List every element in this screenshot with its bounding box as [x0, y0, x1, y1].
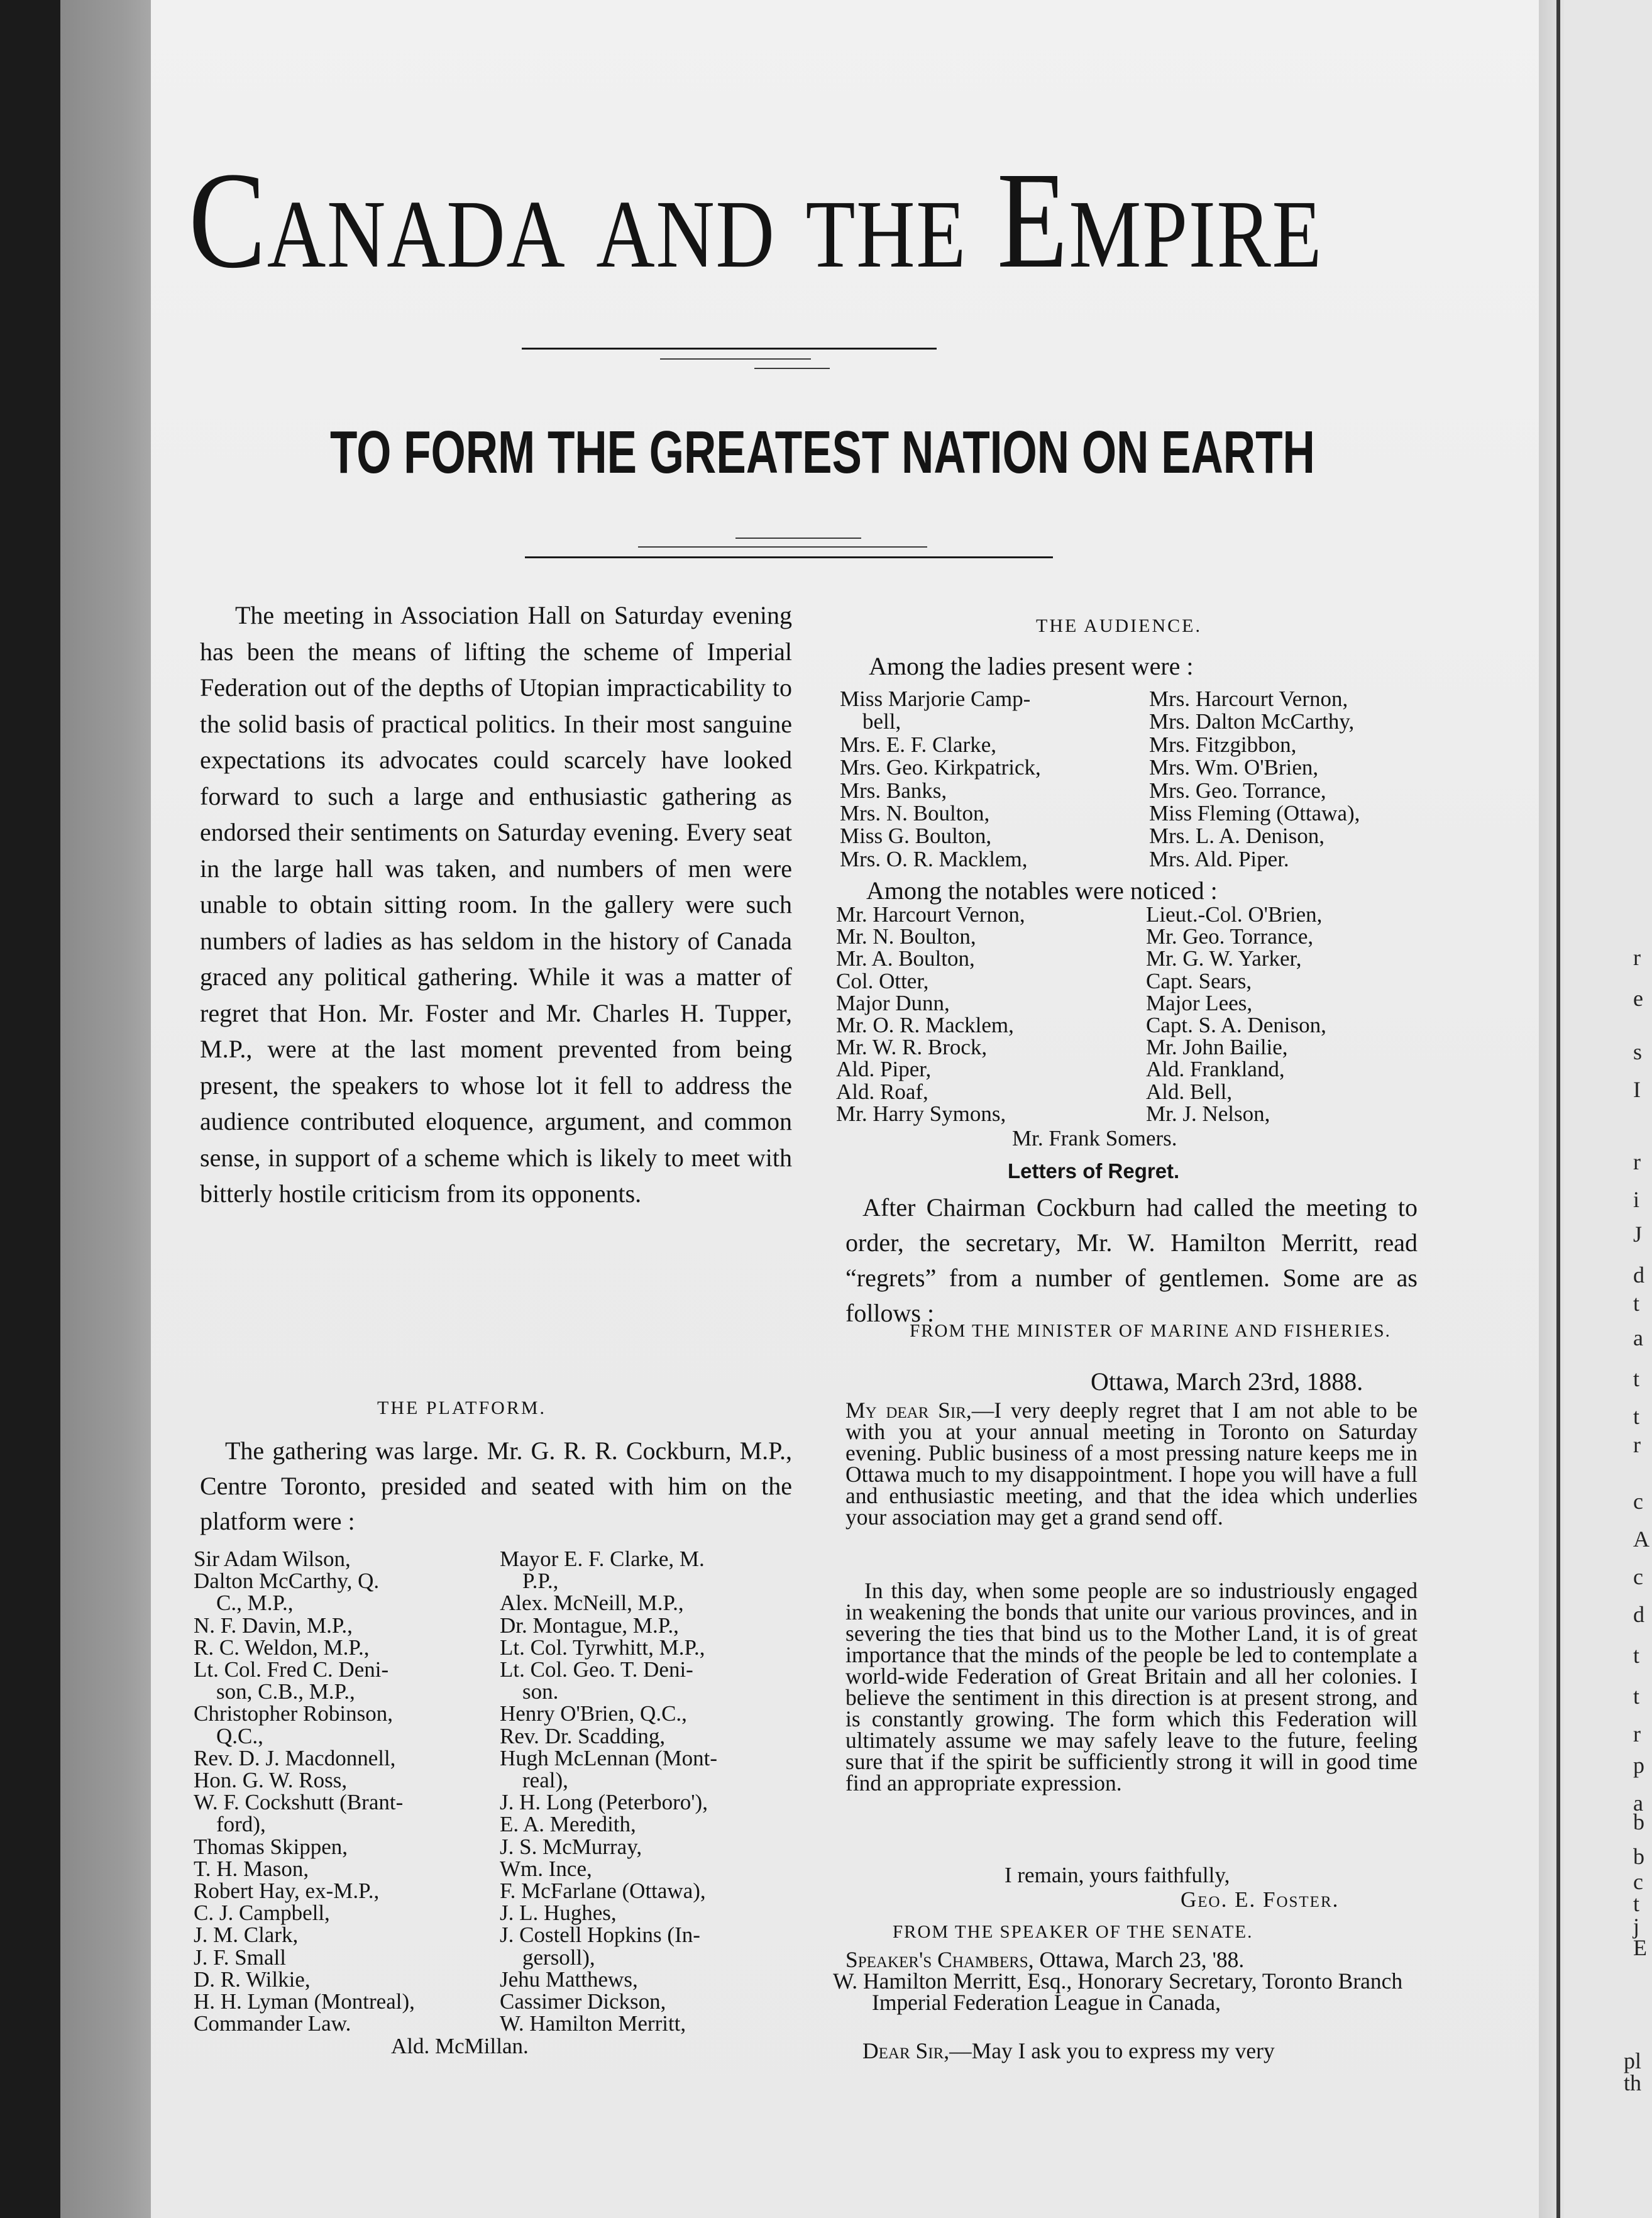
list-item: J. M. Clark,	[194, 1923, 299, 1948]
title-rule	[522, 348, 937, 350]
adjacent-page-fragment: c	[1633, 1564, 1643, 1589]
audience-heading: THE AUDIENCE.	[1036, 615, 1202, 636]
list-item: Mrs. Ald. Piper.	[1149, 846, 1289, 871]
ladies-intro: Among the ladies present were :	[869, 652, 1194, 680]
notables-last: Mr. Frank Somers.	[1012, 1126, 1177, 1150]
list-item: Henry O'Brien, Q.C.,	[500, 1701, 687, 1726]
list-item: Sir Adam Wilson,	[194, 1547, 351, 1571]
list-item: Mrs. Geo. Torrance,	[1149, 778, 1326, 803]
list-item: Mrs. Geo. Kirkpatrick,	[840, 755, 1041, 780]
adjacent-page-fragment: b	[1633, 1844, 1644, 1869]
list-item: Hon. G. W. Ross,	[194, 1768, 348, 1792]
letter2-addressee: W. Hamilton Merritt, Esq., Honorary Secretary, Toronto Branch Imperial Federation League in Canada,	[833, 1968, 1403, 2015]
list-item: Ald. Frankland,	[1146, 1057, 1285, 1082]
adjacent-page-fragment: pl	[1624, 2048, 1642, 2073]
list-item: Mayor E. F. Clarke, M.	[500, 1547, 705, 1571]
adjacent-page-fragment: r	[1633, 945, 1641, 970]
list-item: Mr. G. W. Yarker,	[1146, 946, 1302, 971]
list-item: son, C.B., M.P.,	[216, 1679, 355, 1704]
list-item: J. L. Hughes,	[500, 1901, 617, 1926]
list-item: P.P.,	[522, 1569, 559, 1594]
letter2-dateline-prefix: Speaker's Chambers,	[845, 1947, 1034, 1972]
list-item: Mrs. Fitzgibbon,	[1149, 732, 1297, 757]
list-item: Mr. Geo. Torrance,	[1146, 924, 1314, 949]
list-item: Miss Fleming (Ottawa),	[1149, 801, 1360, 825]
letter1-body-continued: In this day, when some people are so industriously engaged in weakening the bonds that unite our various provinces, and in severing the ties that bind us to the Mother Land, it is of great importance that the minds of the people be led to contemplate a world-wide Federation of Great Britain and all her colonies. I believe the sentiment in this direction is at present strong, and is constantly growing. The form which this Federation will ultimately assume we may safely leave to the future, feeling sure that if the spirit be sufficiently strong it will in good time find an appropriate expression.	[845, 1578, 1418, 1796]
platform-intro: The gathering was large. Mr. G. R. R. Cockburn, M.P., Centre Toronto, presided and seated with him on the platform were :	[200, 1437, 792, 1535]
adjacent-page-fragment: a	[1633, 1325, 1643, 1350]
list-item: Q.C.,	[216, 1723, 263, 1748]
list-item: D. R. Wilkie,	[194, 1967, 311, 1992]
list-item: Dalton McCarthy, Q.	[194, 1569, 380, 1594]
list-item: Mr. W. R. Brock,	[836, 1035, 988, 1060]
letter2-dateline-rest: Ottawa, March 23, '88.	[1033, 1947, 1245, 1972]
list-item: Col. Otter,	[836, 968, 929, 993]
adjacent-page-fragment: t	[1633, 1291, 1640, 1316]
adjacent-page-fragment: A	[1633, 1526, 1649, 1552]
list-item: Lt. Col. Fred C. Deni-	[194, 1657, 389, 1682]
adjacent-page-fragment: b	[1633, 1809, 1644, 1835]
subtitle-rule-ornament	[735, 538, 861, 539]
list-item: Major Dunn,	[836, 990, 950, 1015]
list-item: Mrs. L. A. Denison,	[1149, 824, 1325, 849]
regrets-intro: After Chairman Cockburn had called the meeting to order, the secretary, Mr. W. Hamilton Merritt, read “regrets” from a number of gentlemen. Some are as follows :	[845, 1193, 1418, 1327]
list-item: Mrs. Harcourt Vernon,	[1149, 687, 1348, 711]
list-item: Mrs. O. R. Macklem,	[840, 846, 1028, 871]
adjacent-page-fragment: t	[1633, 1643, 1640, 1668]
title-rule-ornament	[754, 368, 830, 369]
list-item: W. Hamilton Merritt,	[500, 2011, 686, 2036]
list-item: bell,	[862, 709, 901, 734]
adjacent-page-fragment: d	[1633, 1602, 1644, 1627]
list-item: Mr. O. R. Macklem,	[836, 1013, 1014, 1037]
adjacent-page-fragment: d	[1633, 1262, 1644, 1288]
platform-heading: THE PLATFORM.	[377, 1398, 547, 1418]
letter2-salutation: Dear Sir,	[862, 2038, 950, 2063]
list-item: real),	[522, 1768, 568, 1792]
list-item: Miss Marjorie Camp-	[840, 687, 1031, 711]
list-item: H. H. Lyman (Montreal),	[194, 1989, 415, 2014]
adjacent-page-fragment: r	[1633, 1149, 1641, 1174]
list-item: Ald. Piper,	[836, 1057, 932, 1082]
list-item: Major Lees,	[1146, 990, 1253, 1015]
list-item: Mrs. Wm. O'Brien,	[1149, 755, 1319, 780]
list-item: N. F. Davin, M.P.,	[194, 1613, 353, 1638]
list-item: Mrs. N. Boulton,	[840, 801, 990, 825]
letter2-body	[845, 2040, 1418, 2061]
list-item: J. S. McMurray,	[500, 1834, 642, 1859]
adjacent-page-fragment: j	[1633, 1914, 1640, 1939]
adjacent-page-fragment: th	[1624, 2070, 1642, 2095]
list-item: Capt. Sears,	[1146, 968, 1252, 993]
adjacent-page	[1564, 0, 1652, 2218]
list-item: Lt. Col. Tyrwhitt, M.P.,	[500, 1635, 705, 1660]
adjacent-page-fragment: t	[1633, 1891, 1640, 1916]
list-item: C., M.P.,	[216, 1591, 294, 1616]
notables-intro: Among the notables were noticed :	[866, 876, 1218, 905]
list-item: R. C. Weldon, M.P.,	[194, 1635, 370, 1660]
page-edge	[60, 0, 151, 2218]
list-item: W. F. Cockshutt (Brant-	[194, 1790, 404, 1815]
letter1-dateline: Ottawa, March 23rd, 1888.	[1091, 1367, 1363, 1396]
list-item: Cassimer Dickson,	[500, 1989, 666, 2014]
letter1-body-text: —I very deeply regret that I am not able to be with you at your annual meeting in Toronto on Saturday evening. Public business of a most pressing nature keeps me in Ottawa much to my disappointment. I hope you will have a full and enthusiastic meeting, and that the idea which underlies your association may get a grand send off.	[845, 1398, 1418, 1530]
adjacent-page-fragment: E	[1633, 1935, 1647, 1960]
list-item: Mr. A. Boulton,	[836, 946, 975, 971]
adjacent-page-fragment: a	[1633, 1790, 1643, 1816]
list-item: Mr. Harcourt Vernon,	[836, 902, 1025, 927]
list-item: Rev. D. J. Macdonnell,	[194, 1745, 396, 1770]
letter2-heading: FROM THE SPEAKER OF THE SENATE.	[893, 1922, 1253, 1942]
list-item: Thomas Skippen,	[194, 1834, 348, 1859]
list-item: Ald. Bell,	[1146, 1079, 1233, 1104]
list-item: T. H. Mason,	[194, 1856, 309, 1881]
list-item: F. McFarlane (Ottawa),	[500, 1879, 706, 1903]
list-item: Mrs. Dalton McCarthy,	[1149, 709, 1355, 734]
regrets-heading: Letters of Regret.	[1008, 1159, 1180, 1183]
letter1-signature: Geo. E. Foster.	[1181, 1887, 1340, 1912]
adjacent-page-fragment: c	[1633, 1869, 1643, 1894]
list-item: Lt. Col. Geo. T. Deni-	[500, 1657, 693, 1682]
list-item: gersoll),	[522, 1945, 595, 1970]
adjacent-page-fragment: J	[1633, 1222, 1643, 1247]
letter1-closing: I remain, yours faithfully,	[1005, 1863, 1230, 1887]
list-item: Mr. J. Nelson,	[1146, 1101, 1270, 1126]
list-item: Mr. Harry Symons,	[836, 1101, 1006, 1126]
adjacent-page-fragment: t	[1633, 1404, 1640, 1429]
list-item: ford),	[216, 1812, 266, 1837]
intro-paragraph: The meeting in Association Hall on Saturday evening has been the means of lifting the scheme of Imperial Federation out of the depths of Utopian impracticability to the solid basis of practical politics. In their most sanguine expectations its advocates could scarcely have looked forward to such a large and enthusiastic gathering as endorsed their sentiments on Saturday evening. Every seat in the large hall was taken, and numbers of men were unable to obtain sitting room. In the gallery were such numbers of ladies as has seldom in the history of Canada graced any political gathering. While it was a matter of regret that Hon. Mr. Foster and Mr. Charles H. Tupper, M.P., were at the last moment prevented from being present, the speakers to whose lot it fell to address the audience contributed eloquence, argument, and common sense, in support of a scheme which is likely to meet with bitterly hostile criticism from its opponents.	[200, 601, 792, 1208]
letter1-heading: FROM THE MINISTER OF MARINE AND FISHERIES.	[910, 1321, 1391, 1341]
subtitle-rule	[525, 556, 1053, 558]
list-item: Capt. S. A. Denison,	[1146, 1013, 1326, 1037]
list-item: E. A. Meredith,	[500, 1812, 636, 1837]
list-item: son.	[522, 1679, 559, 1704]
scanner-margin	[0, 0, 60, 2218]
letter2-dateline	[845, 1949, 1418, 1970]
subtitle-rule-ornament	[638, 546, 927, 548]
list-item: Lieut.-Col. O'Brien,	[1146, 902, 1323, 927]
list-item: Mr. John Bailie,	[1146, 1035, 1288, 1060]
page-title: Canada and the Empire	[189, 143, 1323, 297]
list-item: Robert Hay, ex-M.P.,	[194, 1879, 380, 1903]
adjacent-page-fragment: s	[1633, 1039, 1643, 1064]
page-gutter-line	[1556, 0, 1560, 2218]
page-gutter	[1539, 0, 1564, 2218]
list-item: Mrs. E. F. Clarke,	[840, 732, 996, 757]
list-item: J. F. Small	[194, 1945, 286, 1970]
list-item: J. Costell Hopkins (In-	[500, 1923, 700, 1948]
list-item: Hugh McLennan (Mont-	[500, 1745, 718, 1770]
list-item: Alex. McNeill, M.P.,	[500, 1591, 684, 1616]
list-item: Ald. Roaf,	[836, 1079, 928, 1104]
list-item: J. H. Long (Peterboro'),	[500, 1790, 708, 1815]
list-item: Wm. Ince,	[500, 1856, 592, 1881]
adjacent-page-fragment: r	[1633, 1721, 1641, 1746]
list-item: Mr. N. Boulton,	[836, 924, 976, 949]
adjacent-page-fragment: r	[1633, 1432, 1641, 1457]
page-subtitle: TO FORM THE GREATEST NATION ON EARTH	[330, 419, 1315, 486]
platform-last: Ald. McMillan.	[391, 2034, 529, 2058]
title-rule-ornament	[660, 358, 811, 360]
list-item: Commander Law.	[194, 2011, 351, 2036]
adjacent-page-fragment: p	[1633, 1753, 1644, 1778]
list-item: Mrs. Banks,	[840, 778, 947, 803]
letter2-body-text: —May I ask you to express my very	[949, 2038, 1275, 2063]
list-item: Miss G. Boulton,	[840, 824, 992, 849]
adjacent-page-fragment: t	[1633, 1684, 1640, 1709]
list-item: Christopher Robinson,	[194, 1701, 393, 1726]
adjacent-page-fragment: t	[1633, 1366, 1640, 1391]
adjacent-page-fragment: e	[1633, 986, 1643, 1011]
adjacent-page-fragment: i	[1633, 1187, 1640, 1212]
letter1-body	[845, 1399, 1418, 1528]
list-item: Jehu Matthews,	[500, 1967, 638, 1992]
letter1-salutation: My dear Sir,	[845, 1398, 972, 1423]
adjacent-page-fragment: I	[1633, 1077, 1641, 1102]
list-item: Rev. Dr. Scadding,	[500, 1723, 666, 1748]
list-item: Dr. Montague, M.P.,	[500, 1613, 679, 1638]
list-item: C. J. Campbell,	[194, 1901, 330, 1926]
adjacent-page-fragment: c	[1633, 1489, 1643, 1514]
